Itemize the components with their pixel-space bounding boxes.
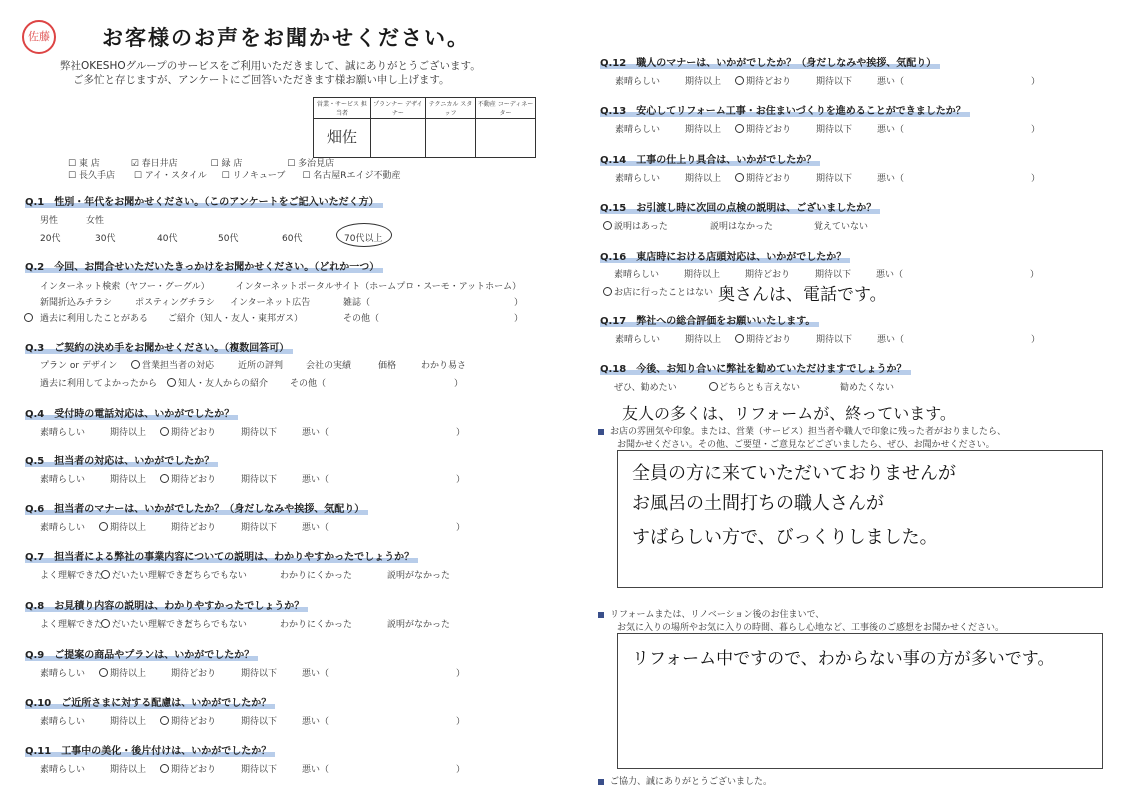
q2-opt-portal[interactable]: インターネットポータルサイト（ホームプロ・スーモ・アットホーム） <box>235 282 522 292</box>
q12-opt-3[interactable]: 期待どおり <box>746 77 792 87</box>
q10-opt-4[interactable]: 期待以下 <box>241 717 278 727</box>
q3-opt-price[interactable]: 価格 <box>378 361 397 371</box>
q5-opt-4[interactable]: 期待以下 <box>241 475 278 485</box>
q8-opt-5[interactable]: 説明がなかった <box>387 620 451 630</box>
q1-male[interactable]: 男性 <box>40 216 59 226</box>
q1-answer-circle <box>336 223 392 247</box>
store-higashi[interactable]: ☐ 東 店 <box>68 159 100 169</box>
q17-opt-5[interactable]: 悪い（ <box>877 335 905 345</box>
q4-opt-2[interactable]: 期待以上 <box>110 428 147 438</box>
staff-sales-cell <box>314 119 371 158</box>
q13-opt-3[interactable]: 期待どおり <box>746 125 792 135</box>
staff-technical-cell <box>425 119 475 158</box>
q16-opt-5[interactable]: 悪い（ <box>876 270 904 280</box>
q17-opt-2[interactable]: 期待以上 <box>685 335 722 345</box>
comment2-line-2: お気に入りの場所やお気に入りの時間、暮らし心地など、工事後のご感想をお聞かせください。 <box>617 623 1005 633</box>
q3-opt-plan[interactable]: プラン or デザイン <box>40 361 118 371</box>
q7-opt-3[interactable]: どちらでもない <box>184 571 247 581</box>
staff-header-planner: プランナー デザイナー <box>370 98 425 119</box>
comment2-box[interactable] <box>617 633 1103 769</box>
q8-answer-mark <box>101 619 110 628</box>
comment1-line-2: お聞かせください。その他、ご要望・ご意見などございましたら、ぜひ、お聞かせください。 <box>617 440 995 450</box>
store-midori[interactable]: ☐ 緑 店 <box>210 159 243 169</box>
store-nagakute[interactable]: ☐ 長久手店 <box>68 171 115 181</box>
q16-handwritten: 奥さんは、電話です。 <box>718 285 887 305</box>
q10-opt-3[interactable]: 期待どおり <box>171 717 217 727</box>
q6-opt-3[interactable]: 期待どおり <box>171 523 217 533</box>
close-paren: ） <box>456 765 466 775</box>
footer-thanks: ご協力、誠にありがとうございました。 <box>598 774 772 787</box>
comment1-box[interactable] <box>617 450 1103 588</box>
intro-line-2: ご多忙と存じますが、アンケートにご回答いただきます様お願い申し上げます。 <box>73 74 450 86</box>
q15-opt-forgot[interactable]: 覚えていない <box>814 222 869 232</box>
q12-heading: Q.12 職人のマナーは、いかがでしたか？（身だしなみや挨拶、気配り） <box>600 54 940 69</box>
comment1-hand-2: お風呂の土間打ちの職人さんが <box>632 493 884 514</box>
q12-opt-2[interactable]: 期待以上 <box>685 77 722 87</box>
q17-opt-3[interactable]: 期待どおり <box>746 335 792 345</box>
store-kasugai[interactable]: ☑ 春日井店 <box>130 159 178 169</box>
q5-heading: Q.5 担当者の対応は、いかがでしたか？ <box>25 452 218 467</box>
q3-opt-clarity[interactable]: わかり易さ <box>421 361 467 371</box>
q16-extra-option[interactable]: お店に行ったことはない <box>614 288 714 298</box>
q11-opt-2[interactable]: 期待以上 <box>110 765 147 775</box>
q4-opt-4[interactable]: 期待以下 <box>241 428 278 438</box>
q6-heading: Q.6 担当者のマナーは、いかがでしたか？（身だしなみや挨拶、気配り） <box>25 500 368 515</box>
comment2-hand-1: リフォーム中ですので、わからない事の方が多いです。 <box>632 649 1055 669</box>
staff-sales-value: 畑佐 <box>326 128 357 146</box>
store-renocube[interactable]: ☐ リノキューブ <box>221 171 286 181</box>
q6-opt-5[interactable]: 悪い（ <box>302 523 330 533</box>
store-tajimi[interactable]: ☐ 多治見店 <box>287 159 335 169</box>
q14-opt-2[interactable]: 期待以上 <box>685 174 722 184</box>
staff-header-technical: テクニカル スタッフ <box>425 98 475 119</box>
q16-opt-2[interactable]: 期待以上 <box>684 270 721 280</box>
q1-age-40[interactable]: 40代 <box>157 234 178 244</box>
q9-heading: Q.9 ご提案の商品やプランは、いかがでしたか？ <box>25 646 258 661</box>
close-paren: ） <box>454 379 464 389</box>
staff-table <box>313 97 536 158</box>
q2-heading: Q.2 今回、お問合せいただいたきっかけをお聞かせください。（どれか一つ） <box>25 258 383 273</box>
q6-opt-1[interactable]: 素晴らしい <box>40 523 86 533</box>
q9-opt-3[interactable]: 期待どおり <box>171 669 217 679</box>
q14-opt-1[interactable]: 素晴らしい <box>615 174 661 184</box>
close-paren: ） <box>1031 125 1041 135</box>
close-paren: ） <box>514 298 524 308</box>
q11-heading: Q.11 工事中の美化・後片付けは、いかがでしたか？ <box>25 742 275 757</box>
comment1-hand-3: すばらしい方で、びっくりしました。 <box>632 527 938 548</box>
q1-heading: Q.1 性別・年代をお聞かせください。（このアンケートをご記入いただく方） <box>25 193 383 208</box>
comment2-line-1: リフォームまたは、リノベーション後のお住まいで、 <box>598 607 824 620</box>
q7-opt-5[interactable]: 説明がなかった <box>387 571 451 581</box>
bullet-square-icon <box>598 779 604 785</box>
q13-opt-1[interactable]: 素晴らしい <box>615 125 661 135</box>
q2-opt-referral[interactable]: ご紹介（知人・友人・東邦ガス） <box>168 314 304 324</box>
q14-opt-5[interactable]: 悪い（ <box>877 174 905 184</box>
q11-opt-1[interactable]: 素晴らしい <box>40 765 86 775</box>
page-title: お客様のお声をお聞かせください。 <box>102 26 470 50</box>
q15-answer-mark <box>603 221 612 230</box>
q9-opt-5[interactable]: 悪い（ <box>302 669 330 679</box>
q12-answer-mark <box>735 76 744 85</box>
q3-opt-other[interactable]: その他（ <box>290 379 327 389</box>
q16-opt-3[interactable]: 期待どおり <box>745 270 791 280</box>
q16-opt-4[interactable]: 期待以下 <box>815 270 852 280</box>
close-paren: ） <box>1031 174 1041 184</box>
q13-opt-5[interactable]: 悪い（ <box>877 125 905 135</box>
q13-opt-4[interactable]: 期待以下 <box>816 125 853 135</box>
q18-opt-neutral[interactable]: どちらとも言えない <box>719 383 801 393</box>
q17-opt-4[interactable]: 期待以下 <box>816 335 853 345</box>
q7-opt-1[interactable]: よく理解できた <box>40 571 104 581</box>
q9-answer-mark <box>99 668 108 677</box>
comment1-hand-1: 全員の方に来ていただいておりませんが <box>632 463 956 484</box>
q12-opt-1[interactable]: 素晴らしい <box>615 77 661 87</box>
store-istyle[interactable]: ☐ アイ・スタイル <box>133 171 207 181</box>
q12-opt-5[interactable]: 悪い（ <box>877 77 905 87</box>
q6-opt-4[interactable]: 期待以下 <box>241 523 278 533</box>
q15-opt-yes[interactable]: 説明はあった <box>614 222 668 232</box>
q17-answer-mark <box>735 334 744 343</box>
q2-opt-magazine[interactable]: 雑誌（ <box>343 298 371 308</box>
bullet-square-icon <box>598 429 604 435</box>
q7-opt-4[interactable]: わかりにくかった <box>280 571 353 581</box>
q6-answer-mark <box>99 522 108 531</box>
close-paren: ） <box>456 428 466 438</box>
q17-heading: Q.17 弊社への総合評価をお願いいたします。 <box>600 312 819 327</box>
q1-age-30[interactable]: 30代 <box>95 234 116 244</box>
q18-heading: Q.18 今後、お知り合いに弊社を勧めていただけますでしょうか？ <box>600 360 911 375</box>
q18-opt-no[interactable]: 勧めたくない <box>840 383 895 393</box>
close-paren: ） <box>456 523 466 533</box>
q8-heading: Q.8 お見積り内容の説明は、わかりやすかったでしょうか？ <box>25 597 308 612</box>
q11-opt-5[interactable]: 悪い（ <box>302 765 330 775</box>
q18-opt-yes[interactable]: ぜひ、勧めたい <box>614 383 677 393</box>
q14-answer-mark <box>735 173 744 182</box>
q15-heading: Q.15 お引渡し時に次回の点検の説明は、ございましたか？ <box>600 199 880 214</box>
q4-answer-mark <box>160 427 169 436</box>
q3-heading: Q.3 ご契約の決め手をお聞かせください。（複数回答可） <box>25 339 293 354</box>
comment1-line-1: お店の雰囲気や印象。または、営業（サービス）担当者や職人で印象に残った者がおりましたら、 <box>598 424 1006 437</box>
q4-opt-5[interactable]: 悪い（ <box>302 428 330 438</box>
q2-row-1 <box>40 279 521 292</box>
q11-opt-3[interactable]: 期待どおり <box>171 765 217 775</box>
q2-opt-other[interactable]: その他（ <box>343 314 380 324</box>
q5-opt-2[interactable]: 期待以上 <box>110 475 147 485</box>
q11-answer-mark <box>160 764 169 773</box>
close-paren: ） <box>456 669 466 679</box>
q9-opt-4[interactable]: 期待以下 <box>241 669 278 679</box>
q17-opt-1[interactable]: 素晴らしい <box>615 335 661 345</box>
q2-opt-newspaper[interactable]: 新聞折込みチラシ <box>40 298 113 308</box>
q3-answer-mark-2 <box>167 378 176 387</box>
q14-opt-4[interactable]: 期待以下 <box>816 174 853 184</box>
q9-opt-2[interactable]: 期待以上 <box>110 669 147 679</box>
q14-opt-3[interactable]: 期待どおり <box>746 174 792 184</box>
seal-stamp: 佐藤 <box>22 20 56 54</box>
q1-age-50[interactable]: 50代 <box>218 234 239 244</box>
store-nagoya-r[interactable]: ☐ 名古屋Rエイジ不動産 <box>302 171 401 181</box>
q8-opt-3[interactable]: どちらでもない <box>184 620 247 630</box>
q16-heading: Q.16 東店時における店頭対応は、いかがでしたか？ <box>600 248 850 263</box>
close-paren: ） <box>1031 77 1041 87</box>
q3-opt-reputation[interactable]: 近所の評判 <box>238 361 284 371</box>
q7-heading: Q.7 担当者による弊社の事業内容についての説明は、わかりやすかったでしょうか？ <box>25 548 418 563</box>
staff-realestate-cell <box>476 119 536 158</box>
close-paren: ） <box>456 717 466 727</box>
q2-opt-past[interactable]: 過去に利用したことがある <box>40 314 149 324</box>
q10-heading: Q.10 ご近所さまに対する配慮は、いかがでしたか？ <box>25 694 275 709</box>
q3-opt-past[interactable]: 過去に利用してよかったから <box>40 379 158 389</box>
q5-opt-5[interactable]: 悪い（ <box>302 475 330 485</box>
q7-answer-mark <box>101 570 110 579</box>
q1-age-20[interactable]: 20代 <box>40 234 61 244</box>
q2-opt-posting[interactable]: ポスティングチラシ <box>135 298 215 308</box>
q6-opt-2[interactable]: 期待以上 <box>110 523 147 533</box>
q8-opt-4[interactable]: わかりにくかった <box>280 620 353 630</box>
close-paren: ） <box>1031 335 1041 345</box>
q10-opt-5[interactable]: 悪い（ <box>302 717 330 727</box>
close-paren: ） <box>514 314 524 324</box>
store-checkbox-row-2 <box>68 168 401 181</box>
q10-answer-mark <box>160 716 169 725</box>
q8-opt-1[interactable]: よく理解できた <box>40 620 104 630</box>
q1-age-60[interactable]: 60代 <box>282 234 303 244</box>
q3-opt-record[interactable]: 会社の実績 <box>306 361 352 371</box>
q1-female[interactable]: 女性 <box>86 216 105 226</box>
q3-opt-sales[interactable]: 営業担当者の対応 <box>142 361 215 371</box>
q4-heading: Q.4 受付時の電話対応は、いかがでしたか？ <box>25 405 238 420</box>
q5-opt-3[interactable]: 期待どおり <box>171 475 217 485</box>
q8-opt-2[interactable]: だいたい理解できた <box>112 620 194 630</box>
q18-answer-mark <box>709 382 718 391</box>
q7-opt-2[interactable]: だいたい理解できた <box>112 571 194 581</box>
q16-answer-mark <box>603 287 612 296</box>
q1-gender <box>40 213 104 226</box>
q15-opt-no[interactable]: 説明はなかった <box>710 222 774 232</box>
q11-opt-4[interactable]: 期待以下 <box>241 765 278 775</box>
q16-opt-1[interactable]: 素晴らしい <box>614 270 660 280</box>
q14-heading: Q.14 工事の仕上り具合は、いかがでしたか？ <box>600 151 820 166</box>
q3-answer-mark-1 <box>131 360 140 369</box>
q1-age-70plus[interactable]: 70代以上 <box>344 234 383 244</box>
staff-header-realestate: 不動産 コーディネーター <box>476 98 536 119</box>
q3-opt-friend[interactable]: 知人・友人からの紹介 <box>178 379 269 389</box>
bullet-square-icon <box>598 612 604 618</box>
q13-opt-2[interactable]: 期待以上 <box>685 125 722 135</box>
close-paren: ） <box>456 475 466 485</box>
staff-header-sales: 営業・サービス 担当者 <box>314 98 371 119</box>
q4-opt-1[interactable]: 素晴らしい <box>40 428 86 438</box>
q2-answer-mark <box>24 313 33 322</box>
close-paren: ） <box>1030 270 1040 280</box>
intro-line-1: 弊社OKESHOグループのサービスをご利用いただきまして、誠にありがとうございます。 <box>60 60 481 72</box>
q10-opt-2[interactable]: 期待以上 <box>110 717 147 727</box>
q4-opt-3[interactable]: 期待どおり <box>171 428 217 438</box>
staff-planner-cell <box>370 119 425 158</box>
q5-answer-mark <box>160 474 169 483</box>
q5-opt-1[interactable]: 素晴らしい <box>40 475 86 485</box>
q2-opt-ad[interactable]: インターネット広告 <box>230 298 311 308</box>
q2-opt-search[interactable]: インターネット検索（ヤフー・グーグル） <box>40 282 210 292</box>
q9-opt-1[interactable]: 素晴らしい <box>40 669 86 679</box>
q10-opt-1[interactable]: 素晴らしい <box>40 717 86 727</box>
q13-answer-mark <box>735 124 744 133</box>
q12-opt-4[interactable]: 期待以下 <box>816 77 853 87</box>
q18-handwritten: 友人の多くは、リフォームが、終っています。 <box>622 404 956 423</box>
q13-heading: Q.13 安心してリフォーム工事・お住まいづくりを進めることができましたか？ <box>600 102 970 117</box>
